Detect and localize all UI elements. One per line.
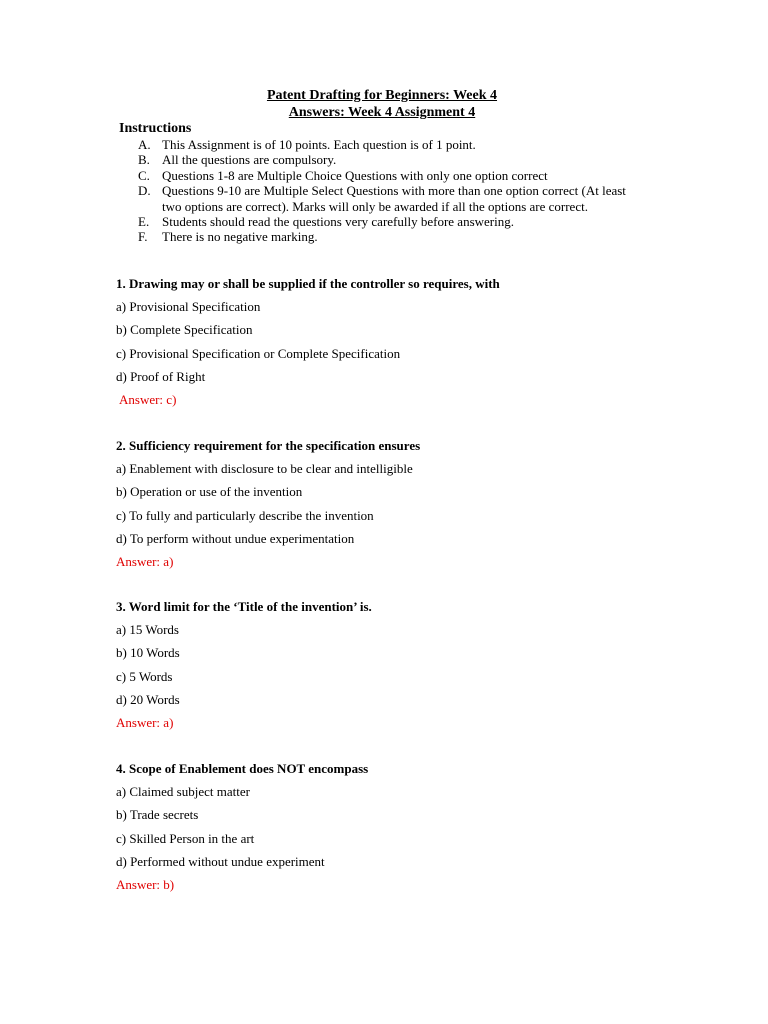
option-a: a) Enablement with disclosure to be clear and intelligible bbox=[116, 461, 413, 477]
instruction-letter: A. bbox=[138, 137, 151, 152]
instruction-letter: F. bbox=[138, 229, 148, 245]
instruction-text: This Assignment is of 10 points. Each question is of 1 point. bbox=[162, 137, 476, 152]
option-c: c) Provisional Specification or Complete Specification bbox=[116, 345, 401, 361]
instruction-item bbox=[138, 183, 648, 214]
instruction-item bbox=[138, 152, 648, 167]
question-text: 3. Word limit for the ‘Title of the invention’ is. bbox=[116, 599, 372, 614]
instructions-list bbox=[138, 137, 648, 245]
answer-text: Answer: b) bbox=[116, 876, 175, 892]
instructions-heading: Instructions bbox=[119, 121, 192, 136]
option-c: c) 5 Words bbox=[116, 668, 173, 684]
option-b: b) 10 Words bbox=[116, 645, 180, 661]
option-c: c) To fully and particularly describe the invention bbox=[116, 507, 374, 523]
option-b: b) Complete Specification bbox=[116, 322, 253, 338]
answer-text: Answer: c) bbox=[119, 391, 177, 407]
option-d: d) To perform without undue experimentation bbox=[116, 530, 355, 546]
question-text: 2. Sufficiency requirement for the specification ensures bbox=[116, 438, 421, 453]
instruction-letter: B. bbox=[138, 152, 150, 168]
instruction-letter: C. bbox=[138, 167, 150, 183]
question-block bbox=[116, 276, 676, 415]
document-title: Patent Drafting for Beginners: Week 4 bbox=[266, 88, 498, 103]
instruction-text: Questions 9-10 are Multiple Select Questions with more than one option correct (At least two options are correct). Marks will only be awarded if all the options are correct. bbox=[162, 183, 626, 214]
option-d: d) Performed without undue experiment bbox=[116, 853, 325, 869]
instruction-text: All the questions are compulsory. bbox=[162, 152, 337, 168]
option-a: a) Claimed subject matter bbox=[116, 784, 250, 800]
instruction-letter: E. bbox=[138, 214, 150, 230]
option-d: d) 20 Words bbox=[116, 691, 180, 707]
option-b: b) Trade secrets bbox=[116, 807, 199, 823]
instruction-text: There is no negative marking. bbox=[162, 229, 318, 245]
instruction-item bbox=[138, 137, 648, 152]
instruction-letter: D. bbox=[138, 183, 151, 199]
question-block bbox=[116, 599, 676, 738]
option-a: a) Provisional Specification bbox=[116, 299, 261, 315]
instruction-text: Questions 1-8 are Multiple Choice Questions with only one option correct bbox=[162, 167, 548, 183]
option-d: d) Proof of Right bbox=[116, 368, 206, 384]
option-c: c) Skilled Person in the art bbox=[116, 830, 255, 846]
answer-text: Answer: a) bbox=[116, 553, 174, 569]
question-block bbox=[116, 438, 676, 577]
instruction-item bbox=[138, 229, 648, 244]
option-b: b) Operation or use of the invention bbox=[116, 484, 303, 500]
answer-text: Answer: a) bbox=[116, 714, 174, 730]
question-block bbox=[116, 761, 676, 900]
option-a: a) 15 Words bbox=[116, 622, 179, 638]
document-subtitle: Answers: Week 4 Assignment 4 bbox=[288, 105, 476, 120]
instruction-item bbox=[138, 214, 648, 229]
question-text: 4. Scope of Enablement does NOT encompass bbox=[116, 761, 369, 776]
instruction-item bbox=[138, 168, 648, 183]
question-text: 1. Drawing may or shall be supplied if the controller so requires, with bbox=[116, 276, 500, 291]
instruction-text: Students should read the questions very carefully before answering. bbox=[162, 214, 514, 230]
